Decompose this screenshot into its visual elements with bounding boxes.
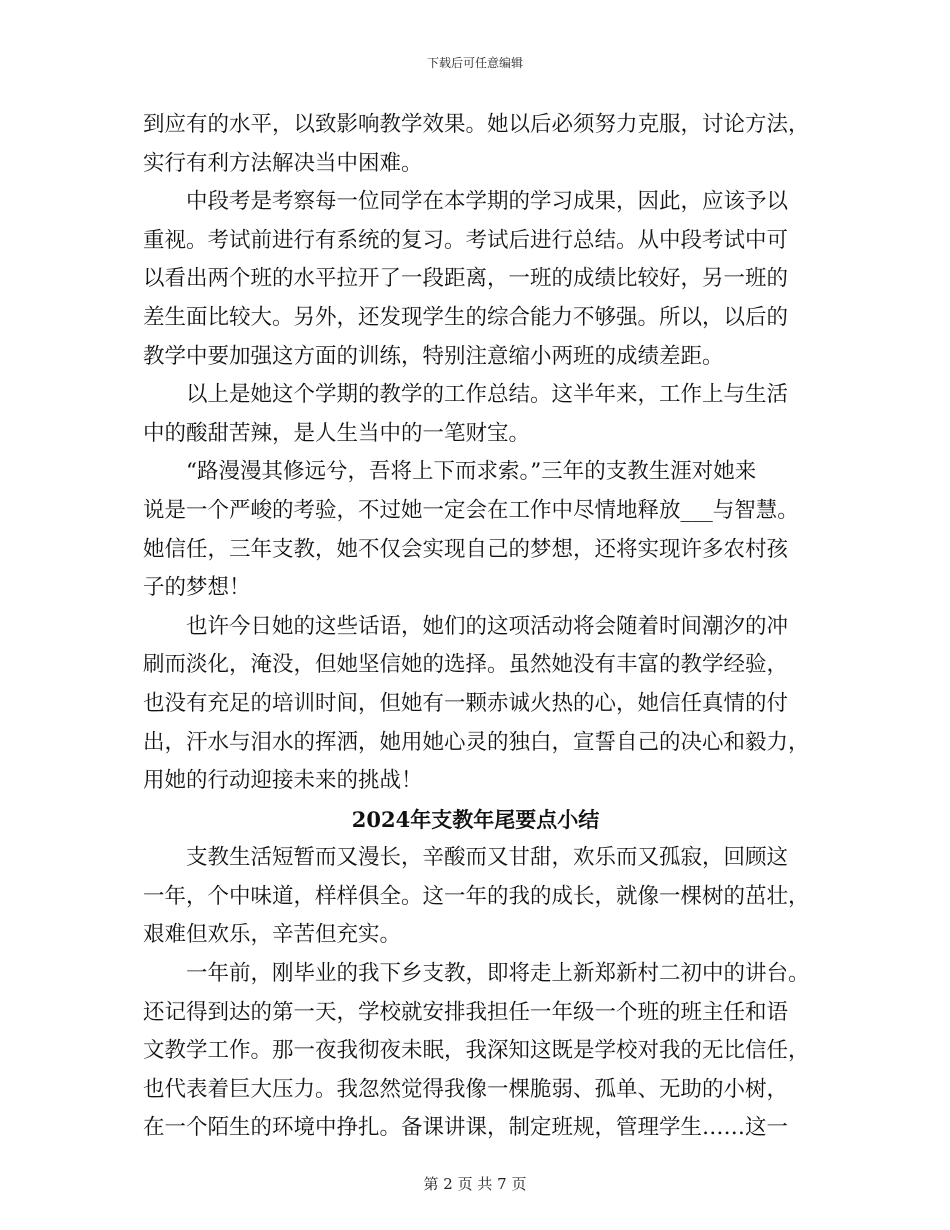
- text-line: 她信任，三年支教，她不仅会实现自己的梦想，还将实现许多农村孩: [143, 536, 789, 562]
- text-line: 也许今日她的这些话语，她们的这项活动将会随着时间潮汐的冲: [186, 613, 789, 639]
- text-line: 到应有的水平，以致影响教学效果。她以后必须努力克服，讨论方法，: [143, 112, 810, 137]
- text-line: 中段考是考察每一位同学在本学期的学习成果，因此，应该予以: [186, 189, 789, 215]
- text-line: 用她的行动迎接未来的挑战！: [143, 768, 423, 794]
- text-line: 子的梦想！: [143, 575, 251, 601]
- document-body: [143, 106, 808, 1148]
- text-line: 艰难但欢乐，辛苦但充实。: [143, 922, 402, 948]
- text-line: “路漫漫其修远兮，吾将上下而求索。”三年的支教生涯对她来: [186, 459, 757, 485]
- text-line: 实行有利方法解决当中困难。: [143, 150, 423, 176]
- text-line: 教学中要加强这方面的训练，特别注意缩小两班的成绩差距。: [143, 343, 724, 369]
- text-line: 也没有充足的培训时间，但她有一颗赤诚火热的心，她信任真情的付: [143, 690, 789, 716]
- text-line: 支教生活短暂而又漫长，辛酸而又甘甜，欢乐而又孤寂，回顾这: [186, 845, 789, 871]
- page-footer: 第 2 页 共 7 页: [423, 1175, 527, 1193]
- text-line: 中的酸甜苦辣，是人生当中的一笔财宝。: [143, 420, 531, 446]
- text-line: 差生面比较大。另外，还发现学生的综合能力不够强。所以，以后的: [143, 304, 789, 330]
- text-line: 还记得到达的第一天，学校就安排我担任一年级一个班的班主任和语: [143, 999, 789, 1025]
- section-title: 2024年支教年尾要点小结: [351, 806, 600, 832]
- text-line: 在一个陌生的环境中挣扎。备课讲课，制定班规，管理学生……这一: [143, 1115, 789, 1141]
- text-line: 说是一个严峻的考验，不过她一定会在工作中尽情地释放___与智慧。: [143, 497, 799, 523]
- text-line: 刷而淡化，淹没，但她坚信她的选择。虽然她没有丰富的教学经验，: [143, 652, 789, 678]
- text-line: 文教学工作。那一夜我彻夜未眠，我深知这既是学校对我的无比信任，: [143, 1038, 810, 1064]
- text-line: 也代表着巨大压力。我忽然觉得我像一棵脆弱、孤单、无助的小树，: [143, 1076, 789, 1102]
- text-line: 以上是她这个学期的教学的工作总结。这半年来，工作上与生活: [186, 382, 789, 408]
- header-note: 下载后可任意编辑: [426, 56, 523, 70]
- text-line: 出，汗水与泪水的挥洒，她用她心灵的独白，宣誓自己的决心和毅力，: [143, 729, 810, 755]
- text-line: 以看出两个班的水平拉开了一段距离，一班的成绩比较好，另一班的: [143, 266, 789, 292]
- text-line: 一年，个中味道，样样俱全。这一年的我的成长，就像一棵树的茁壮，: [143, 883, 810, 909]
- text-line: 一年前，刚毕业的我下乡支教，即将走上新郑新村二初中的讲台。: [186, 961, 810, 987]
- text-line: 重视。考试前进行有系统的复习。考试后进行总结。从中段考试中可: [143, 227, 789, 253]
